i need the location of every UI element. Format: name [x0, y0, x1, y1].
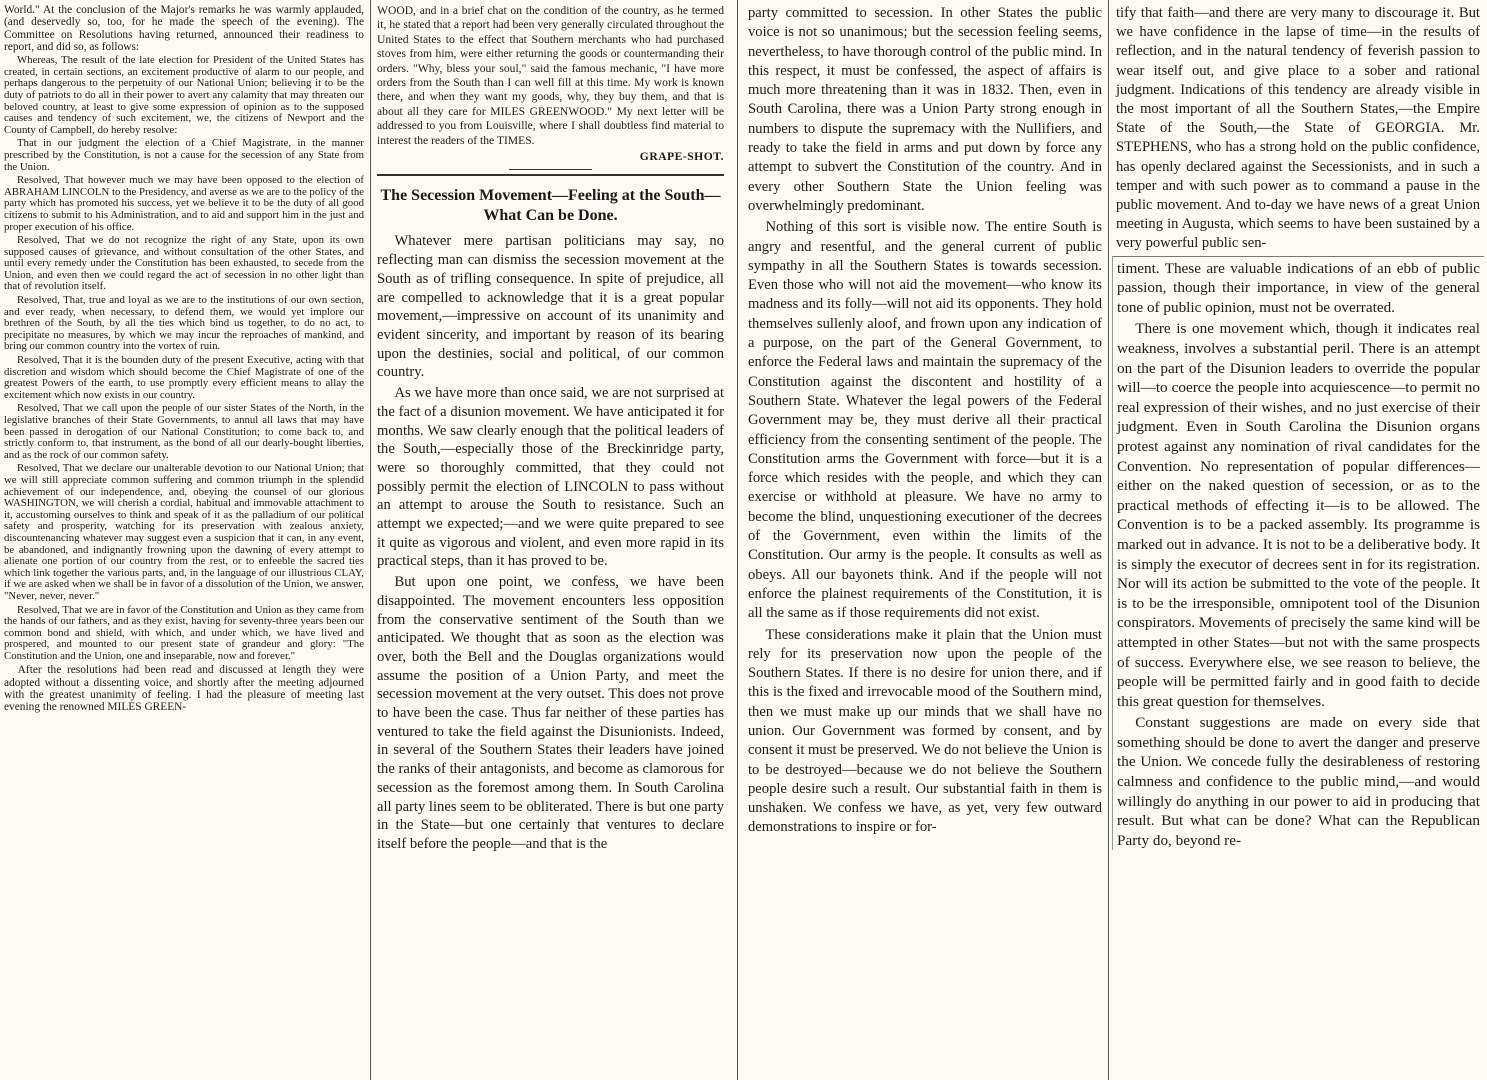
resolution-judgment: That in our judgment the election of a Chief Magistrate, in the manner prescribed by the Constitution, is not a cause for the secession of any State from the Union.	[4, 137, 364, 173]
article-paragraph: party committed to secession. In other States the public voice is not so unanimous; but the secession feeling seems, nevertheless, to have thorough control of the public mind. In this respect, it must be confessed, the aspect of affairs is much more threatening than it was in 1832. Then, even in South Carolina, there was a Union Party strong enough in numbers to dispute the supremacy with the Nullifiers, and ready to take the field in arms and put down by force any attempt to subvert the Constitution of the country. And in every other Southern State the Union feeling was overwhelmingly predominant.	[748, 5, 1102, 214]
report-closing: After the resolutions had been read and discussed at length they were adopted without a dissenting voice, and shortly after the meeting adjourned with the greatest unanimity of feeling. I had the pleasure of meeting last evening the renowned MILES GREEN-	[4, 664, 364, 714]
column-rule	[370, 0, 371, 1080]
article-paragraph: timent. These are valuable indications of an ebb of public passion, though their importance, in view of the general tone of public opinion, must not be overrated.	[1117, 259, 1480, 316]
article-paragraph: Whatever mere partisan politicians may say, no reflecting man can dismiss the secession movement at the South as of trifling consequence. In spite of prejudice, all are compelled to acknowledge that it is a great popular movement,—impressive on account of its unanimity and evident sincerity, and important by reason of its bearing upon the destinies, social and political, of our common country.	[377, 233, 724, 381]
pasted-clipping	[1112, 256, 1484, 851]
column-rule	[1108, 0, 1109, 1080]
resolution-5: Resolved, That we call upon the people of our sister States of the North, in the legislative branches of their State Governments, to annul all laws that may have been passed in derogation of our National Constitution; to come back to, and strictly conform to, that instrument, as the bond of all our dearly-bought liberties, and as the rock of our common safety.	[4, 402, 364, 461]
column-4	[1112, 0, 1484, 1080]
article-paragraph: Constant suggestions are made on every side that something should be done to avert the danger and preserve the Union. We concede fully the desirableness of restoring calmness and confidence to the public mind,—and would willingly do anything in our power to aid in producing that result. But what can be done? What can the Republican Party do, beyond re-	[1117, 714, 1480, 849]
article-paragraph: tify that faith—and there are very many to discourage it. But we have confidence in the lapse of time—in the results of reflection, and in the natural tendency of feverish passion to wear itself out, and give place to a sober and rational judgment. Indications of this tendency are already visible in the most important of all the Southern States,—the Empire State of the South,—the State of GEORGIA. Mr. STEPHENS, who has a strong hold on the public confidence, has openly declared against the Secessionists, and in such a temper and with such power as to command a pause in the public movement. And to-day we have news of a great Union meeting in Augusta, which seems to have been sustained by a very powerful public sen-	[1116, 5, 1480, 252]
resolution-3: Resolved, That, true and loyal as we are to the institutions of our own section, and ever ready, when necessary, to defend them, we would yet implore our brethren of the South, by all the ties which bind us together, to do no act, to precipitate no measures, by which we may incur the reproaches of mankind, and bring our common country into the vortex of ruin.	[4, 294, 364, 353]
resolution-4: Resolved, That it is the bounden duty of the present Executive, acting with that discretion and wisdom which should become the Chief Magistrate of one of the greatest Powers of the earth, to use promptly every efficient means to allay the excitement which now exists in our country.	[4, 354, 364, 401]
resolution-1: Resolved, That however much we may have been opposed to the election of ABRAHAM LINCOLN to the Presidency, and averse as we are to the policy of the party which has promoted his success, yet we believe it to be the duty of all good citizens to submit to his Administration, and to aid and support him in the just and proper execution of his office.	[4, 174, 365, 233]
article-paragraph: These considerations make it plain that the Union must rely for its preservation now upon the people of the Southern States. If there is no desire for union there, and if this is the fixed and irrevocable mood of the Southern mind, then we must make up our minds that we shall have no union. Our Government was formed by consent, and by consent it must be preserved. We do not believe the Union is to be destroyed—because we do not believe the Southern people desire such a result. Our substantial faith in them is unshaken. We confess we have, as yet, very few outward demonstrations to inspire or for-	[748, 626, 1102, 836]
article-paragraph: But upon one point, we confess, we have been disappointed. The movement encounters less opposition from the conservative sentiment of the South than we anticipated. We thought that as soon as the election was over, both the Bell and the Douglas organizations would assume the position of a Union Party, and meet the secession movement at the very outset. This does not prove to have been the case. Thus far neither of these parties has ventured to take the field against the Disunionists. Indeed, in several of the Southern States their leaders have joined the ranks of their antagonists, and become as clamorous for secession as the foremost among them. In South Carolina all party lines seem to be obliterated. There is but one party in the State—but one certainly that ventures to declare itself before the people—and that is the	[377, 574, 724, 852]
resolution-2: Resolved, That we do not recognize the right of any State, upon its own supposed causes of grievance, and without consultation of the other States, and until every remedy under the Constitution has been exhausted, to secede from the Union, and even then we could regard the act of secession in no other light than that of revolution itself.	[4, 234, 364, 293]
article-paragraph: As we have more than once said, we are not surprised at the fact of a disunion movement. We have anticipated it for months. We saw clearly enough that the political leaders of the South,—especially those of the Breckinridge party, were so thoroughly committed, that they could not possibly permit the election of LINCOLN to pass without an attempt to arouse the South to resistance. Such an attempt we expected;—and we were quite prepared to see it quite as vigorous and violent, and even more rapid in its practical steps, than it has proved to be.	[377, 385, 724, 570]
column-3	[744, 0, 1106, 1080]
article-headline: The Secession Movement—Feeling at the South—What Can be Done.	[377, 174, 724, 226]
resolution-7: Resolved, That we are in favor of the Constitution and Union as they came from the hands of our fathers, and as they exist, having for seventy-three years been our common bond and shield, with which, and under which, we have lived and prospered, and mounted to our present state of grandeur and glory: "The Constitution and the Union, one and inseparable, now and forever."	[4, 603, 364, 662]
article-paragraph: Nothing of this sort is visible now. The entire South is angry and resentful, and the general current of public sympathy in all the Southern States is towards secession. Even those who will not aid the movement—who know its madness and its folly—will not aid its opponents. They hold themselves sullenly aloof, and frown upon any indication of a purpose, on the part of the General Government, to enforce the Federal laws and maintain the supremacy of the Constitution against the discontent and hostility of a Southern State. Whatever the legal powers of the Federal Government may be, they must derive all their practical efficiency from the consenting sentiment of the people. The Constitution arms the Government with force—but it is a force which resides with the people, and which they can exercise or withhold at pleasure. We have no army to become the blind, unquestioning executioner of the decrees of the Government, even within the limits of the Constitution. Our army is the people. It consults as well as obeys. All our bayonets think. And if the people will not enforce the plainest requirements of the Constitution, it is all the same as if those requirements did not exist.	[748, 219, 1102, 622]
column-2	[373, 0, 728, 1080]
resolution-6: Resolved, That we declare our unalterable devotion to our National Union; that we will still appreciate common suffering and common triumph in the splendid achievement of our independence, and, obeying the counsel of our glorious WASHINGTON, we will cherish a cordial, habitual and immovable attachment to it, accustoming ourselves to think and speak of it as the palladium of our political safety and prosperity, watching for its preservation with zealous anxiety, discountenancing whatever may suggest even a suspicion that it can, in any event, be abandoned, and indignantly frowning upon the dawning of every attempt to alienate one portion of our country from the rest, or to enfeeble the sacred ties which link together the various parts, and, in the language of our illustrious CLAY, if we are asked when we shall be in favor of a dissolution of the Union, we answer, "Never, never, never."	[4, 462, 364, 602]
letter-continuation: WOOD, and in a brief chat on the condition of the country, as he termed it, he stated that a report had been very generally circulated throughout the United States to the effect that Southern merchants who had purchased stoves from him, were either returning the goods or countermanding their orders. "Why, bless your soul," said the famous mechanic, "I have more orders from the South than I can well fill at this time. My work is known there, and when they want my goods, why, they buy them, and that is about all they care for MILES GREENWOOD." My next letter will be addressed to you from Louisville, where I shall doubtless find material to interest the readers of the TIMES.	[377, 4, 724, 147]
report-intro: World." At the conclusion of the Major's remarks he was warmly applauded, (and deservedly so, too, for he made the speech of the evening). The Committee on Resolutions having returned, announced their readiness to report, and did so, as follows:	[4, 4, 364, 53]
resolution-whereas: Whereas, The result of the late election for President of the United States has created, in certain sections, an excitement productive of alarm to our people, and perhaps dangerous to the perpetuity of our National Union; believing it to be the duty of patriots to do all in their power to avert any calamity that may threaten our beloved country, at least to give some expression of opinion as to the supposed causes and tendency of such excitement, we, the citizens of Newport and the County of Campbell, do hereby resolve:	[4, 54, 364, 136]
letter-signature: GRAPE-SHOT.	[639, 150, 724, 164]
column-rule	[737, 0, 738, 1080]
article-paragraph: There is one movement which, though it indicates real weakness, involves a substantial peril. There is an attempt on the part of the Disunion leaders to override the popular will—to coerce the people into acquiescence—to permit no real expression of their wishes, and no just exercise of their judgment. Even in South Carolina the Disunion organs protest against any nomination of rival candidates for the Convention. No representation of popular differences—either on the naked question of secession, or as to the practical methods of effecting it—is to be allowed. The Convention is to be a packed assembly. Its programme is marked out in advance. It is not to be a deliberative body. It is simply the executor of decrees sent in for its registration. Nor will its action be submitted to the vote of the people. It is to be the irresponsible, omnipotent tool of the Disunion conspirators. Movements of precisely the same kind will be attempted in other States—but not with the same prospects of success. Everywhere else, we see reason to believe, the people will be permitted fairly and in good faith to decide this great question for themselves.	[1117, 320, 1480, 710]
column-1-meeting-report	[0, 0, 368, 1080]
